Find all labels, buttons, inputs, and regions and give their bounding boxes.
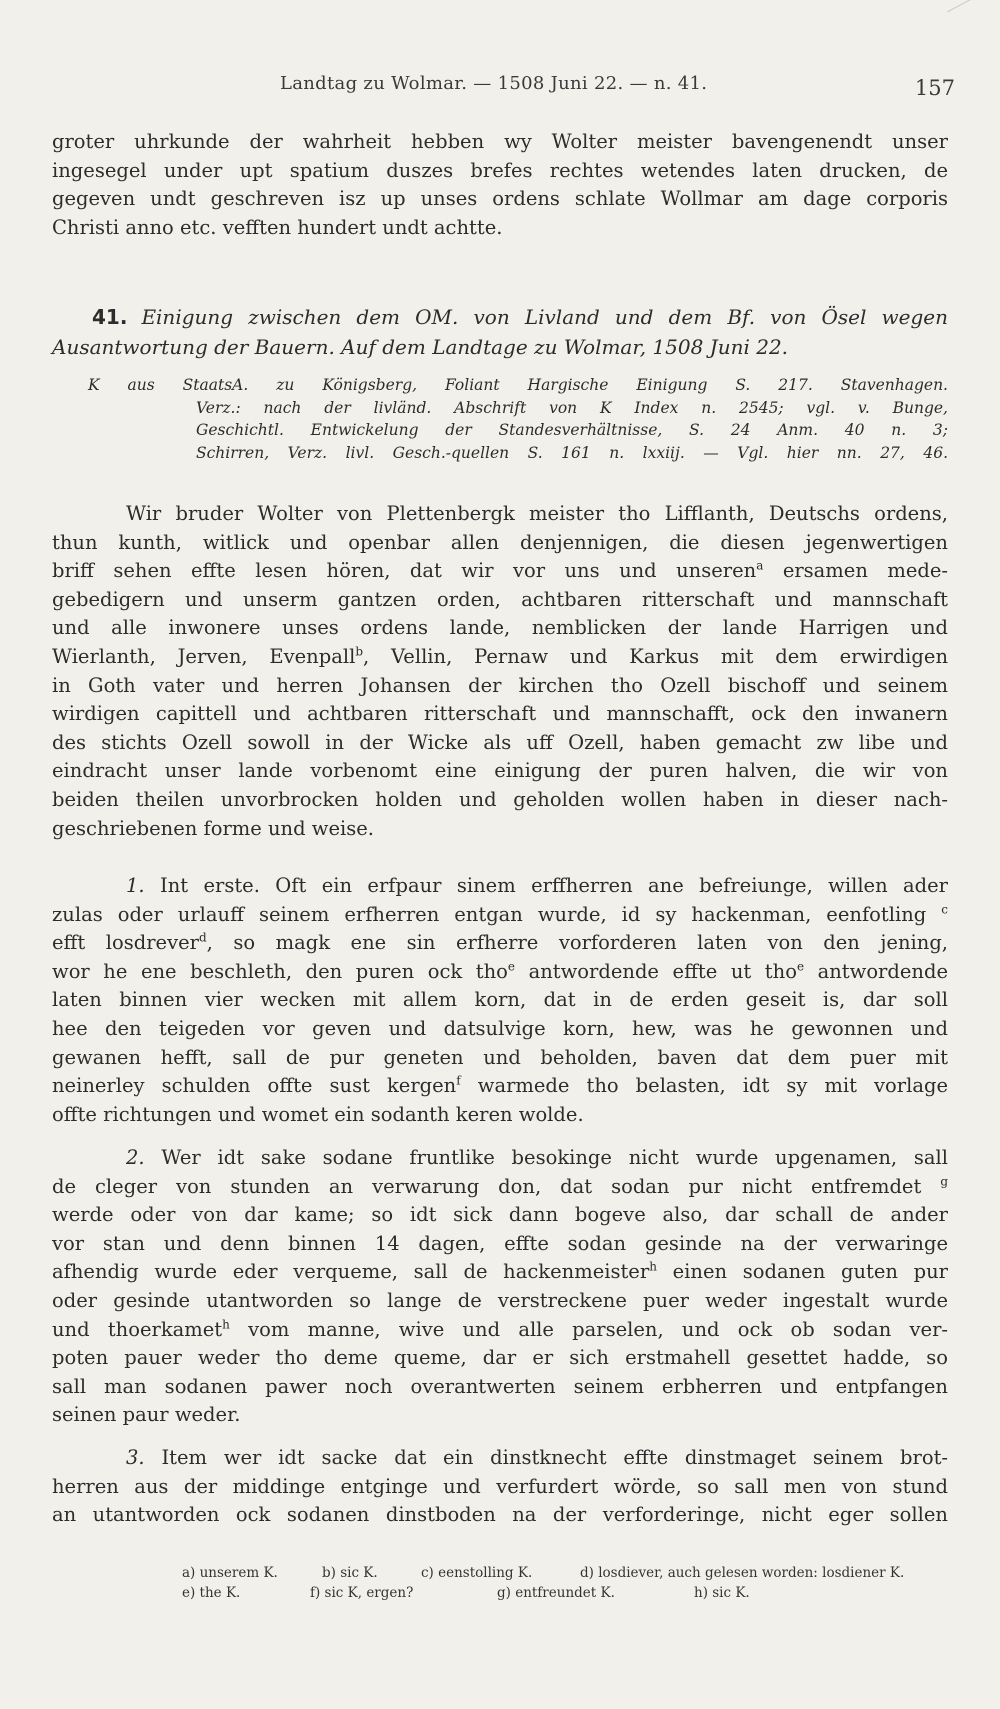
footnote-g: g) entfreundet K.	[497, 1585, 615, 1601]
source-line: Geschichtl. Entwickelung der Standesverhältnisse, S. 24 Anm. 40 n. 3;	[196, 421, 948, 439]
text-fragment: antwordende effte ut tho	[528, 959, 797, 983]
text-line	[52, 1316, 948, 1345]
text-fragment: Int erste. Oft ein erfpaur sinem erffherren ane befreiunge, willen ader	[160, 874, 949, 897]
footnote-ref: g	[940, 1174, 948, 1189]
text-line: groter uhrkunde der wahrheit hebben wy Wolter meister bavengenendt unser	[52, 130, 948, 153]
text-fragment: efft losdrever	[52, 931, 199, 955]
text-line: offte richtungen und womet ein sodanth keren wolde.	[52, 1102, 584, 1126]
text-fragment: briff sehen effte lesen hören, dat wir vor uns und unseren	[52, 559, 757, 583]
footnote-c: c) eenstolling K.	[421, 1565, 533, 1581]
footnote-ref: a	[756, 558, 764, 573]
text-fragment: warmede tho belasten, idt sy mit vorlage	[477, 1074, 948, 1098]
text-fragment: , Vellin, Pernaw und Karkus mit dem erwirdigen	[363, 644, 949, 668]
page-number: 157	[914, 76, 955, 100]
text-fragment: antwordende	[817, 959, 948, 983]
text-line: beiden theilen unvorbrocken holden und geholden wollen haben in dieser nach-	[52, 787, 948, 811]
text-line: poten pauer weder tho deme queme, dar er sich erstmahell gesettet hadde, so	[52, 1346, 948, 1370]
footnote-ref: h	[222, 1317, 230, 1332]
footnote-f: f) sic K, ergen?	[310, 1585, 414, 1601]
continuation-paragraph	[52, 128, 948, 242]
footnote-ref: d	[198, 930, 207, 945]
heading-title: Einigung zwischen dem OM. von Livland und dem Bf. von Ösel wegen	[141, 305, 948, 329]
text-fragment: einen sodanen guten pur	[672, 1260, 949, 1284]
text-line: thun kunth, witlick und openbar allen denjennigen, die diesen jegenwertigen	[52, 530, 948, 554]
article-number: 1.	[126, 874, 145, 897]
document-heading	[52, 302, 948, 362]
text-fragment: Wierlanth, Jerven, Evenpall	[52, 644, 356, 668]
text-fragment: neinerley schulden offte sust kergen	[52, 1074, 457, 1098]
text-fragment: de cleger von stunden an verwarung don, dat sodan pur nicht entfremdet	[52, 1174, 922, 1198]
footnote-b: b) sic K.	[322, 1565, 378, 1581]
text-line	[52, 1173, 948, 1202]
text-line: in Goth vater und herren Johansen der kirchen tho Ozell bischoff und seinem	[52, 673, 948, 697]
text-line: oder gesinde utantworden so lange de verstreckene puer weder ingestalt wurde	[52, 1288, 948, 1312]
document-number: 41.	[92, 305, 128, 329]
text-line	[52, 1144, 948, 1173]
heading-line: Ausantwortung der Bauern. Auf dem Landtage zu Wolmar, 1508 Juni 22.	[52, 335, 789, 359]
text-line: wirdigen capittell und achtbaren ritterschaft und mannschafft, ock den inwanern	[52, 702, 948, 726]
source-line: Schirren, Verz. livl. Gesch.-quellen S. 161 n. lxxiij. — Vgl. hier nn. 27, 46.	[196, 443, 948, 462]
text-line: laten binnen vier wecken mit allem korn, dat in de erden geseit is, dar soll	[52, 988, 948, 1012]
text-line: seinen paur weder.	[52, 1403, 241, 1427]
source-line: K aus StaatsA. zu Königsberg, Foliant Hargische Einigung S. 217. Stavenhagen.	[88, 376, 948, 394]
footnote-d: d) losdiever, auch gelesen worden: losdiener K.	[580, 1565, 905, 1581]
text-fragment: , so magk ene sin erfherre vorforderen laten von den jening,	[206, 931, 949, 955]
text-line: ingesegel under upt spatium duszes brefes rechtes wetendes laten drucken, de	[52, 158, 948, 182]
text-line	[52, 1444, 948, 1473]
source-line: Verz.: nach der livländ. Abschrift von K Index n. 2545; vgl. v. Bunge,	[196, 398, 948, 417]
text-line: herren aus der middinge entginge und verfurdert wörde, so sall men von stund	[52, 1474, 948, 1498]
text-fragment: und thoerkamet	[52, 1317, 223, 1341]
text-fragment: wor he ene beschleth, den puren ock tho	[52, 959, 508, 983]
footnote-ref: e	[796, 959, 805, 974]
footnote-h: h) sic K.	[694, 1585, 750, 1601]
text-line: hee den teigeden vor geven und datsulvige korn, hew, was he gewonnen und	[52, 1016, 948, 1040]
footnote-a: a) unserem K.	[182, 1565, 278, 1581]
text-line	[52, 1072, 948, 1101]
text-fragment: afhendig wurde eder verqueme, sall de hackenmeister	[52, 1260, 650, 1284]
text-line: gebedigern und unserm gantzen orden, achtbaren ritterschaft und mannschaft	[52, 587, 948, 611]
text-line: vor stan und denn binnen 14 dagen, effte sodan gesinde na der verwaringe	[52, 1231, 948, 1255]
footnote-ref: e	[507, 959, 516, 974]
text-line	[52, 643, 948, 672]
article-3	[52, 1444, 948, 1530]
footnote-ref: h	[649, 1259, 657, 1274]
text-line: und alle inwonere unses ordens lande, nemblicken der lande Harrigen und	[52, 616, 948, 640]
article-2	[52, 1144, 948, 1430]
text-line: werde oder von dar kame; so idt sick dann bogeve also, dar schall de ander	[52, 1203, 948, 1227]
text-fragment: ersamen mede-	[782, 559, 948, 583]
text-fragment: Item wer idt sacke dat ein dinstknecht effte dinstmaget seinem brot-	[161, 1446, 949, 1469]
footnote-ref: c	[941, 902, 949, 917]
text-line: geschriebenen forme und weise.	[52, 816, 375, 840]
source-description	[88, 374, 948, 464]
heading-line	[52, 302, 948, 332]
footnote-e: e) the K.	[182, 1585, 241, 1601]
text-line	[52, 557, 948, 586]
text-line: Wir bruder Wolter von Plettenbergk meister tho Lifflanth, Deutschs ordens,	[126, 502, 948, 525]
corner-mark	[947, 0, 983, 12]
text-line: eindracht unser lande vorbenomt eine einigung der puren halven, die wir von	[52, 759, 948, 783]
text-line: des stichts Ozell sowoll in der Wicke als uff Ozell, haben gemacht zw libe und	[52, 730, 948, 754]
text-line	[52, 901, 948, 930]
footnote-ref: b	[355, 644, 364, 659]
text-fragment: zulas oder urlauff seinem erfherren entgan wurde, id sy hackenman, eenfotling	[52, 902, 927, 926]
text-line	[52, 929, 948, 958]
text-line	[52, 1258, 948, 1287]
text-line	[52, 872, 948, 901]
text-line: Christi anno etc. vefften hundert undt achtte.	[52, 215, 503, 239]
text-line: gegeven undt geschreven isz up unses ordens schlate Wollmar am dage corporis	[52, 187, 948, 211]
text-fragment: vom manne, wive und alle parselen, und ock ob sodan ver-	[248, 1317, 949, 1341]
text-fragment: Wer idt sake sodane fruntlike besokinge nicht wurde upgenamen, sall	[161, 1146, 948, 1169]
running-head: Landtag zu Wolmar. — 1508 Juni 22. — n. 41.	[280, 73, 708, 94]
text-line: sall man sodanen pawer noch overantwerten seinem erbherren und entpfangen	[52, 1374, 948, 1398]
text-line: gewanen hefft, sall de pur geneten und beholden, baven dat dem puer mit	[52, 1045, 948, 1069]
text-line: an utantworden ock sodanen dinstboden na der verforderinge, nicht eger sollen	[52, 1503, 948, 1527]
article-number: 3.	[126, 1446, 145, 1469]
text-line	[52, 958, 948, 987]
footnote-ref: f	[456, 1073, 461, 1088]
article-number: 2.	[126, 1146, 145, 1169]
preamble-paragraph	[52, 500, 948, 843]
article-1	[52, 872, 948, 1129]
